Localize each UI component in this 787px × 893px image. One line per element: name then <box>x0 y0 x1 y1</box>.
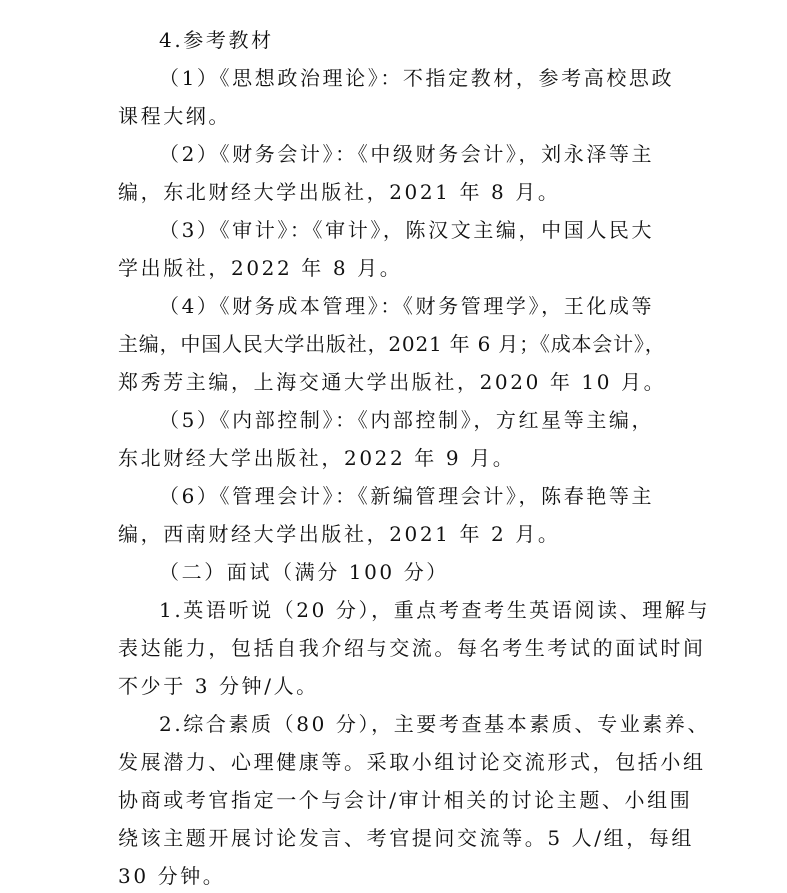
section-heading-interview: （二）面试（满分 100 分） <box>159 560 449 584</box>
paragraph-line: 协商或考官指定一个与会计/审计相关的讨论主题、小组围 <box>118 788 693 812</box>
paragraph-line: 编，西南财经大学出版社，2021 年 2 月。 <box>118 522 561 546</box>
paragraph-line: 表达能力，包括自我介绍与交流。每名考生考试的面试时间 <box>118 636 706 660</box>
paragraph-line: （5）《内部控制》：《内部控制》，方红星等主编， <box>159 408 655 432</box>
paragraph-line: （4）《财务成本管理》：《财务管理学》，王化成等 <box>159 294 655 318</box>
paragraph-line: （1）《思想政治理论》：不指定教材，参考高校思政 <box>159 66 675 90</box>
paragraph-line: （2）《财务会计》：《中级财务会计》，刘永泽等主 <box>159 142 655 166</box>
paragraph-line: （6）《管理会计》：《新编管理会计》，陈春艳等主 <box>159 484 655 508</box>
paragraph-line: 1.英语听说（20 分），重点考查考生英语阅读、理解与 <box>159 598 711 622</box>
paragraph-line: 不少于 3 分钟/人。 <box>118 674 319 698</box>
paragraph-line: 学出版社，2022 年 8 月。 <box>118 256 403 280</box>
paragraph-line: 发展潜力、心理健康等。采取小组讨论交流形式，包括小组 <box>118 750 706 774</box>
paragraph-line: 东北财经大学出版社，2022 年 9 月。 <box>118 446 516 470</box>
paragraph-line: 主编，中国人民大学出版社，2021 年 6 月；《成本会计》， <box>118 332 666 356</box>
paragraph-line: 郑秀芳主编，上海交通大学出版社，2020 年 10 月。 <box>118 370 667 394</box>
paragraph-line: 绕该主题开展讨论发言、考官提问交流等。5 人/组，每组 <box>118 826 695 850</box>
paragraph-line: 编，东北财经大学出版社，2021 年 8 月。 <box>118 180 561 204</box>
paragraph-line: 2.综合素质（80 分），主要考查基本素质、专业素养、 <box>159 712 711 736</box>
paragraph-line: （3）《审计》：《审计》，陈汉文主编，中国人民大 <box>159 218 655 242</box>
paragraph-line: 课程大纲。 <box>118 104 231 128</box>
section-heading-reference-textbooks: 4.参考教材 <box>159 28 274 52</box>
paragraph-line: 30 分钟。 <box>118 864 226 888</box>
